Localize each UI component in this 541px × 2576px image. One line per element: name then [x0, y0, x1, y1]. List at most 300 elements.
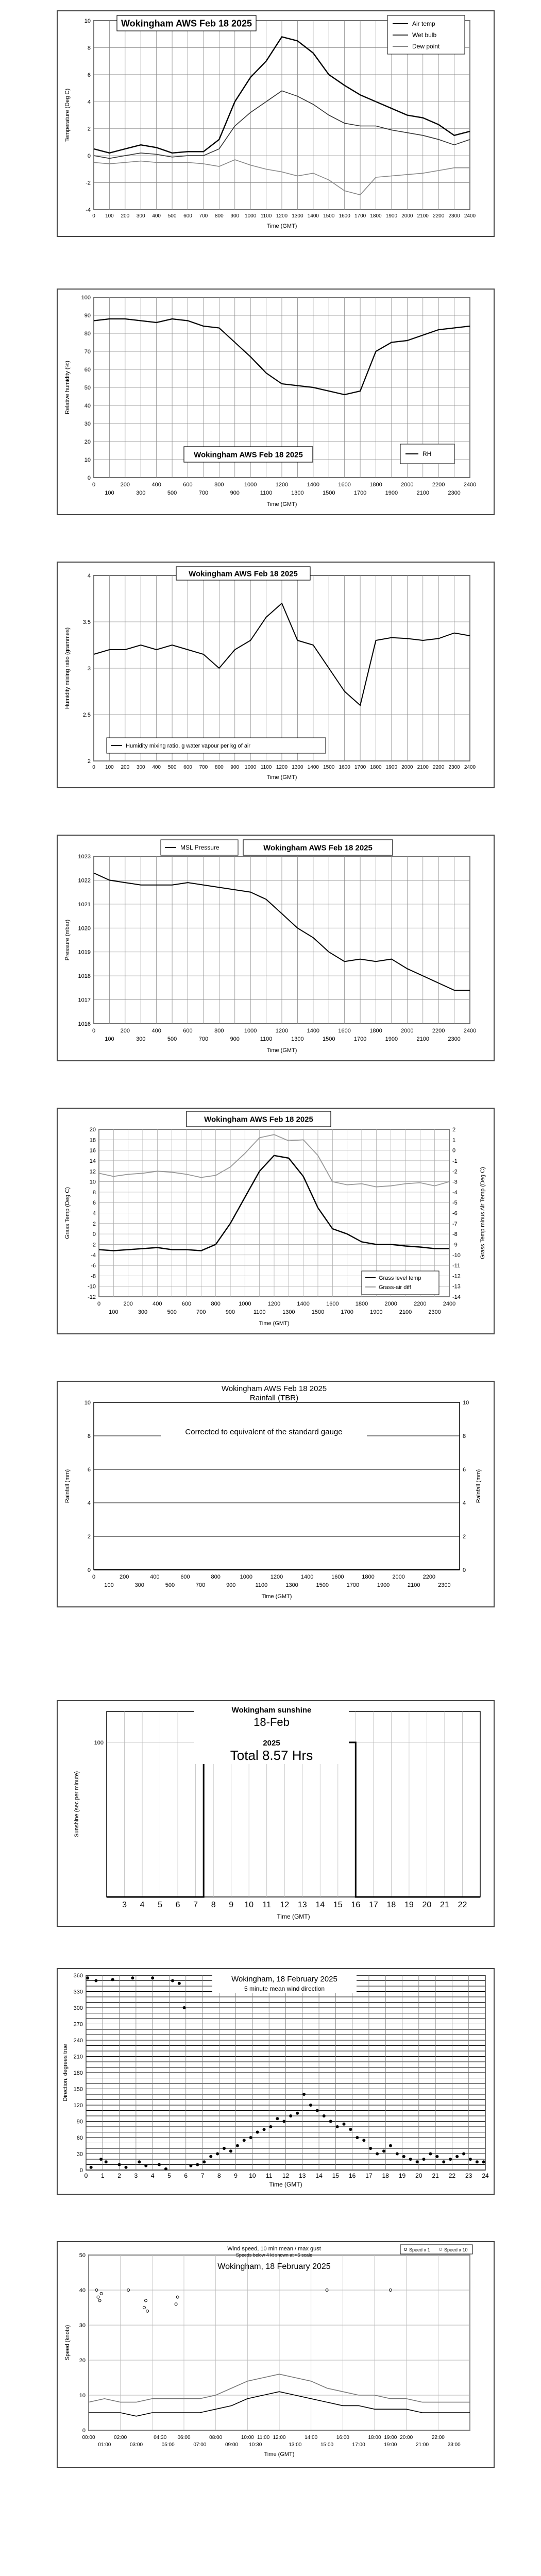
- chart-title: Wokingham, 18 February 2025: [217, 2262, 331, 2271]
- scatter-point: [229, 2149, 232, 2153]
- x-tick-label: 900: [230, 490, 240, 496]
- y-tick-label: 10: [84, 457, 91, 463]
- x-tick-label: 21: [440, 1901, 449, 1909]
- chart-panel-wind-direction: [57, 1968, 495, 2195]
- y-axis-label: Relative humidity (%): [64, 361, 71, 414]
- x-tick-label: 600: [180, 1574, 190, 1580]
- x-tick-label: 21:00: [415, 2442, 429, 2448]
- y-tick-label: 270: [73, 2021, 83, 2028]
- scatter-point: [97, 2296, 99, 2298]
- scatter-point: [216, 2153, 219, 2156]
- y-tick-label: 3: [87, 666, 91, 672]
- x-tick-label: 2100: [417, 213, 429, 219]
- x-tick-label: 100: [105, 213, 114, 219]
- x-tick-label: 1500: [323, 490, 335, 496]
- scatter-point: [396, 2153, 399, 2156]
- x-tick-label: 15: [332, 2172, 340, 2179]
- scatter-point: [209, 2155, 212, 2158]
- x-tick-label: 700: [198, 1036, 209, 1042]
- y-tick-label: 2: [87, 1534, 91, 1540]
- x-tick-label: 2100: [417, 765, 429, 770]
- x-tick-label: 1700: [341, 1309, 353, 1315]
- y2-tick-label: 6: [463, 1467, 466, 1473]
- y-tick-label: 8: [87, 1433, 91, 1439]
- x-tick-label: 19:00: [384, 2435, 397, 2441]
- x-tick-label: 1100: [260, 1036, 273, 1042]
- x-tick-label: 5: [167, 2172, 171, 2179]
- y2-tick-label: -6: [452, 1210, 458, 1217]
- y-tick-label: 60: [84, 367, 91, 373]
- y-tick-label: -4: [86, 207, 91, 213]
- x-tick-label: 2200: [432, 1028, 445, 1034]
- chart-rainfall: [58, 1382, 494, 1606]
- chart-subtitle: 5 minute mean wind direction: [244, 1985, 325, 1992]
- y-tick-label: 1016: [78, 1021, 91, 1027]
- x-tick-label: 19: [398, 2172, 406, 2179]
- chart-mixing-ratio: [58, 563, 494, 787]
- series-line-0: [107, 1742, 480, 1897]
- x-tick-label: 2200: [432, 482, 445, 488]
- scatter-point: [90, 2166, 93, 2169]
- x-tick-label: 18:00: [368, 2435, 381, 2441]
- y-tick-label: 20: [84, 439, 91, 445]
- y-tick-label: 10: [79, 2393, 86, 2399]
- chart-year: 2025: [263, 1739, 280, 1748]
- chart-title: Wokingham AWS Feb 18 2025: [221, 1384, 327, 1393]
- y-tick-label: 30: [76, 2151, 83, 2158]
- x-tick-label: 1300: [291, 490, 304, 496]
- x-tick-label: 500: [167, 1036, 177, 1042]
- x-tick-label: 1600: [338, 1028, 351, 1034]
- scatter-point: [178, 1982, 181, 1985]
- y-tick-label: 1019: [78, 949, 91, 956]
- x-tick-label: 19: [404, 1901, 414, 1909]
- x-tick-label: 6: [175, 1901, 180, 1909]
- scatter-point: [469, 2158, 472, 2161]
- x-tick-label: 0: [84, 2172, 88, 2179]
- y-tick-label: -8: [91, 1273, 96, 1280]
- y2-tick-label: -11: [452, 1263, 461, 1269]
- y-tick-label: 20: [89, 1127, 96, 1133]
- x-tick-label: 24: [482, 2172, 489, 2179]
- x-tick-label: 09:00: [225, 2442, 239, 2448]
- x-tick-label: 1400: [297, 1301, 310, 1307]
- y-tick-label: 1021: [78, 901, 91, 908]
- x-tick-label: 2300: [448, 1036, 461, 1042]
- scatter-point: [144, 2164, 147, 2167]
- x-tick-label: 2: [117, 2172, 121, 2179]
- x-tick-label: 11:00: [257, 2435, 270, 2441]
- y2-axis-label: Grass Temp minus Air Temp (Deg C): [480, 1167, 486, 1259]
- y-tick-label: 60: [76, 2135, 83, 2141]
- legend-label: Speed x 10: [444, 2247, 468, 2252]
- x-axis-label: Time (GMT): [266, 223, 297, 229]
- x-tick-label: 1400: [307, 482, 320, 488]
- legend-label: Wet bulb: [412, 31, 437, 39]
- x-tick-label: 2300: [428, 1309, 441, 1315]
- legend-label: RH: [422, 450, 432, 457]
- x-tick-label: 700: [196, 1309, 206, 1315]
- scatter-point: [376, 2153, 379, 2156]
- x-tick-label: 4: [140, 1901, 145, 1909]
- annotation: Corrected to equivalent of the standard gauge: [185, 1428, 343, 1436]
- scatter-point: [256, 2131, 259, 2134]
- x-axis-label: Time (GMT): [266, 774, 297, 781]
- x-tick-label: 300: [136, 1036, 146, 1042]
- x-tick-label: 23:00: [447, 2442, 461, 2448]
- x-tick-label: 2100: [399, 1309, 412, 1315]
- chart-title: Wokingham sunshine: [231, 1706, 312, 1715]
- x-tick-label: 1600: [326, 1301, 339, 1307]
- x-tick-label: 1300: [292, 213, 303, 219]
- y-tick-label: 100: [94, 1740, 104, 1746]
- scatter-point: [309, 2104, 312, 2107]
- scatter-point: [164, 2167, 167, 2171]
- chart-note: Speeds below 4 kt shown at ×5 scale: [235, 2252, 313, 2258]
- x-tick-label: 1100: [253, 1309, 266, 1315]
- y2-tick-label: -10: [452, 1252, 461, 1259]
- y2-tick-label: -3: [452, 1179, 458, 1185]
- x-tick-label: 700: [195, 1582, 206, 1588]
- x-tick-label: 05:00: [161, 2442, 175, 2448]
- y-tick-label: 360: [73, 1973, 83, 1979]
- x-tick-label: 2200: [414, 1301, 427, 1307]
- x-tick-label: 2100: [416, 490, 429, 496]
- x-tick-label: 800: [211, 1301, 221, 1307]
- x-tick-label: 1800: [370, 213, 382, 219]
- y-tick-label: 12: [89, 1168, 96, 1175]
- x-tick-label: 1300: [282, 1309, 295, 1315]
- y-tick-label: 8: [92, 1189, 96, 1196]
- x-tick-label: 2300: [448, 213, 460, 219]
- x-tick-label: 500: [167, 213, 177, 219]
- x-tick-label: 18: [386, 1901, 396, 1909]
- x-tick-label: 1900: [385, 765, 398, 770]
- scatter-point: [402, 2155, 405, 2158]
- x-tick-label: 1800: [369, 1028, 382, 1034]
- x-tick-label: 200: [121, 213, 130, 219]
- x-tick-label: 16:00: [336, 2435, 349, 2441]
- y-tick-label: 0: [87, 1567, 91, 1573]
- y-tick-label: 1017: [78, 997, 91, 1004]
- x-tick-label: 12:00: [273, 2435, 286, 2441]
- chart-title: Wokingham AWS Feb 18 2025: [189, 569, 298, 579]
- x-tick-label: 400: [151, 482, 161, 488]
- y-tick-label: 10: [89, 1179, 96, 1185]
- legend: [387, 15, 465, 54]
- chart-humidity: [58, 290, 494, 514]
- x-tick-label: 14: [315, 1901, 325, 1909]
- x-tick-label: 900: [226, 1582, 236, 1588]
- x-tick-label: 400: [152, 213, 161, 219]
- y-tick-label: 0: [82, 2428, 86, 2434]
- y-tick-label: 1023: [78, 854, 91, 860]
- x-tick-label: 1400: [307, 1028, 320, 1034]
- scatter-point: [302, 2093, 306, 2096]
- x-tick-label: 2000: [401, 1028, 414, 1034]
- x-tick-label: 2400: [463, 482, 477, 488]
- x-tick-label: 400: [153, 1301, 162, 1307]
- x-tick-label: 7: [193, 1901, 198, 1909]
- x-tick-label: 10:00: [241, 2435, 254, 2441]
- y-tick-label: 4: [92, 1210, 96, 1217]
- legend: [107, 738, 326, 753]
- x-tick-label: 10: [244, 1901, 254, 1909]
- chart-subtitle: 18-Feb: [253, 1716, 290, 1728]
- y-tick-label: 30: [84, 421, 91, 427]
- x-tick-label: 700: [198, 490, 209, 496]
- scatter-point: [202, 2160, 206, 2163]
- scatter-point: [442, 2160, 445, 2163]
- y-tick-label: -6: [91, 1263, 96, 1269]
- y-tick-label: 1018: [78, 973, 91, 980]
- x-axis-label: Time (GMT): [266, 501, 297, 507]
- x-tick-label: 02:00: [114, 2435, 127, 2441]
- scatter-point: [323, 2114, 326, 2117]
- x-tick-label: 14:00: [305, 2435, 318, 2441]
- scatter-point: [99, 2158, 103, 2161]
- scatter-point: [263, 2128, 266, 2131]
- x-tick-label: 1800: [362, 1574, 375, 1580]
- x-tick-label: 2400: [463, 1028, 477, 1034]
- x-tick-label: 2200: [422, 1574, 436, 1580]
- chart-subtitle: Rainfall (TBR): [249, 1394, 299, 1402]
- x-tick-label: 3: [134, 2172, 138, 2179]
- x-tick-label: 400: [151, 1028, 161, 1034]
- y-axis-label: Temperature (Deg C): [64, 88, 71, 142]
- scatter-point: [482, 2160, 485, 2163]
- chart-panel-pressure: [57, 835, 495, 1061]
- y2-tick-label: -8: [452, 1231, 458, 1238]
- scatter-point: [296, 2112, 299, 2115]
- x-axis-label: Time (GMT): [269, 2181, 302, 2188]
- x-tick-label: 12: [282, 2172, 290, 2179]
- legend-label: Grass level temp: [379, 1275, 421, 1281]
- x-tick-label: 04:30: [154, 2435, 167, 2441]
- x-tick-label: 0: [92, 213, 95, 219]
- x-tick-label: 1600: [339, 765, 350, 770]
- scatter-point: [171, 1979, 174, 1982]
- x-tick-label: 1300: [285, 1582, 298, 1588]
- y-tick-label: 2: [87, 126, 91, 132]
- x-tick-label: 1700: [354, 213, 366, 219]
- x-tick-label: 22: [448, 2172, 456, 2179]
- x-tick-label: 2000: [401, 213, 413, 219]
- scatter-point: [145, 2299, 147, 2302]
- legend-label: Humidity mixing ratio, g water vapour per kg of air: [126, 743, 251, 749]
- y-tick-label: 50: [84, 385, 91, 391]
- y2-tick-label: 1: [452, 1137, 456, 1144]
- x-tick-label: 1200: [267, 1301, 281, 1307]
- x-tick-label: 100: [105, 1036, 114, 1042]
- x-axis-label: Time (GMT): [259, 1320, 290, 1327]
- chart-total: Total 8.57 Hrs: [230, 1748, 313, 1763]
- x-tick-label: 200: [120, 1028, 130, 1034]
- x-tick-label: 500: [167, 1309, 177, 1315]
- x-tick-label: 1000: [239, 1301, 251, 1307]
- scatter-point: [416, 2160, 419, 2163]
- chart-panel-humidity: [57, 289, 495, 515]
- y-tick-label: 90: [84, 313, 91, 319]
- scatter-point: [449, 2158, 452, 2161]
- chart-title: Wokingham AWS Feb 18 2025: [263, 843, 373, 853]
- scatter-point: [146, 2310, 149, 2312]
- chart-title: Wokingham, 18 February 2025: [231, 1975, 337, 1984]
- x-tick-label: 16: [351, 1901, 361, 1909]
- scatter-point: [143, 2307, 145, 2309]
- x-tick-label: 500: [167, 490, 177, 496]
- x-tick-label: 9: [229, 1901, 234, 1909]
- scatter-point: [131, 1976, 134, 1979]
- y-tick-label: 30: [79, 2323, 86, 2329]
- legend: [400, 2245, 472, 2254]
- x-tick-label: 22:00: [431, 2435, 445, 2441]
- x-tick-label: 1200: [276, 765, 288, 770]
- x-tick-label: 15: [333, 1901, 343, 1909]
- y-tick-label: 100: [81, 295, 91, 301]
- chart-panel-grass-temp: [57, 1108, 495, 1334]
- x-tick-label: 200: [121, 765, 130, 770]
- x-tick-label: 1900: [385, 490, 398, 496]
- x-tick-label: 6: [184, 2172, 188, 2179]
- x-tick-label: 8: [211, 1901, 216, 1909]
- x-tick-label: 20: [422, 1901, 432, 1909]
- x-tick-label: 1300: [292, 765, 303, 770]
- x-tick-label: 1200: [275, 482, 289, 488]
- x-tick-label: 13: [297, 1901, 307, 1909]
- y-tick-label: 6: [87, 1467, 91, 1473]
- scatter-point: [476, 2160, 479, 2163]
- y-axis-label: Grass Temp (Deg C): [64, 1187, 71, 1239]
- y-tick-label: 40: [84, 403, 91, 409]
- y-tick-label: 1020: [78, 925, 91, 932]
- chart-pressure: [58, 836, 494, 1060]
- x-tick-label: 18: [382, 2172, 389, 2179]
- x-tick-label: 17:00: [352, 2442, 365, 2448]
- x-tick-label: 1100: [260, 213, 272, 219]
- x-tick-label: 1000: [245, 213, 257, 219]
- x-axis-label: Time (GMT): [277, 1913, 310, 1920]
- y2-tick-label: -5: [452, 1200, 458, 1207]
- chart-panel-rainfall: [57, 1381, 495, 1607]
- x-tick-label: 1700: [353, 490, 367, 496]
- scatter-point: [175, 2303, 177, 2306]
- y-tick-label: 8: [87, 45, 91, 52]
- x-tick-label: 2300: [438, 1582, 451, 1588]
- x-tick-label: 600: [181, 1301, 192, 1307]
- x-tick-label: 1900: [370, 1309, 383, 1315]
- x-tick-label: 1500: [311, 1309, 325, 1315]
- scatter-point: [100, 2292, 103, 2295]
- x-tick-label: 100: [109, 1309, 119, 1315]
- y-tick-label: 70: [84, 349, 91, 355]
- scatter-point: [94, 1979, 97, 1982]
- chart-subtitle: Wind speed, 10 min mean / max gust: [227, 2246, 321, 2252]
- x-tick-label: 1100: [255, 1582, 268, 1588]
- x-tick-label: 2100: [408, 1582, 420, 1588]
- y-tick-label: 50: [79, 2252, 86, 2259]
- x-tick-label: 1700: [353, 1036, 367, 1042]
- x-tick-label: 1000: [244, 1028, 257, 1034]
- x-tick-label: 4: [150, 2172, 155, 2179]
- y2-tick-label: -14: [452, 1294, 461, 1300]
- scatter-point: [336, 2125, 339, 2128]
- y-tick-label: 14: [89, 1158, 96, 1164]
- scatter-point: [343, 2123, 346, 2126]
- scatter-point: [196, 2163, 199, 2166]
- scatter-point: [282, 2120, 285, 2123]
- scatter-point: [86, 1976, 89, 1979]
- scatter-point: [435, 2155, 438, 2158]
- y-tick-label: 240: [73, 2038, 83, 2044]
- y-axis-label: Sunshine (sec per minute): [74, 1771, 80, 1838]
- x-tick-label: 900: [230, 213, 240, 219]
- x-axis-label: Time (GMT): [261, 1594, 292, 1600]
- x-axis-label: Time (GMT): [266, 1047, 297, 1054]
- scatter-point: [362, 2139, 365, 2142]
- x-tick-label: 2200: [433, 213, 445, 219]
- y2-tick-label: -7: [452, 1221, 458, 1227]
- x-tick-label: 300: [134, 1582, 144, 1588]
- legend-label: Speed x 1: [409, 2247, 430, 2252]
- scatter-point: [329, 2120, 332, 2123]
- x-tick-label: 1900: [385, 1036, 398, 1042]
- y2-tick-label: 8: [463, 1433, 466, 1439]
- x-tick-label: 11: [265, 2172, 273, 2179]
- scatter-point: [125, 2166, 128, 2169]
- x-tick-label: 1000: [245, 765, 257, 770]
- y2-tick-label: -13: [452, 1283, 461, 1290]
- x-tick-label: 11: [262, 1901, 272, 1909]
- x-tick-label: 1200: [276, 213, 288, 219]
- y-tick-label: -12: [88, 1294, 96, 1300]
- x-tick-label: 10:30: [249, 2442, 262, 2448]
- scatter-point: [183, 2006, 186, 2009]
- y-tick-label: 210: [73, 2054, 83, 2060]
- chart-sunshine: [58, 1701, 494, 1926]
- y-tick-label: 4: [87, 573, 91, 579]
- y2-tick-label: 0: [463, 1567, 466, 1573]
- y-tick-label: 3.5: [82, 619, 91, 625]
- x-tick-label: 8: [217, 2172, 221, 2179]
- y2-tick-label: -12: [452, 1273, 461, 1280]
- x-tick-label: 300: [136, 490, 146, 496]
- x-tick-label: 900: [225, 1309, 235, 1315]
- x-tick-label: 10: [249, 2172, 256, 2179]
- scatter-point: [289, 2114, 292, 2117]
- x-tick-label: 2000: [401, 482, 414, 488]
- x-tick-label: 19:00: [384, 2442, 397, 2448]
- scatter-point: [356, 2136, 359, 2139]
- x-tick-label: 900: [230, 1036, 240, 1042]
- y-tick-label: 80: [84, 331, 91, 337]
- y-tick-label: 90: [76, 2119, 83, 2125]
- scatter-point: [429, 2153, 432, 2156]
- x-tick-label: 2400: [443, 1301, 456, 1307]
- x-tick-label: 1500: [323, 213, 335, 219]
- x-tick-label: 2300: [448, 490, 461, 496]
- x-tick-label: 600: [183, 1028, 193, 1034]
- x-tick-label: 1700: [346, 1582, 360, 1588]
- y-tick-label: 180: [73, 2070, 83, 2076]
- x-tick-label: 21: [432, 2172, 439, 2179]
- chart-panel-sunshine: [57, 1700, 495, 1927]
- x-tick-label: 100: [105, 765, 114, 770]
- y-tick-label: 10: [84, 18, 91, 24]
- x-tick-label: 500: [165, 1582, 175, 1588]
- chart-title: Wokingham AWS Feb 18 2025: [204, 1115, 313, 1124]
- x-tick-label: 17: [365, 2172, 373, 2179]
